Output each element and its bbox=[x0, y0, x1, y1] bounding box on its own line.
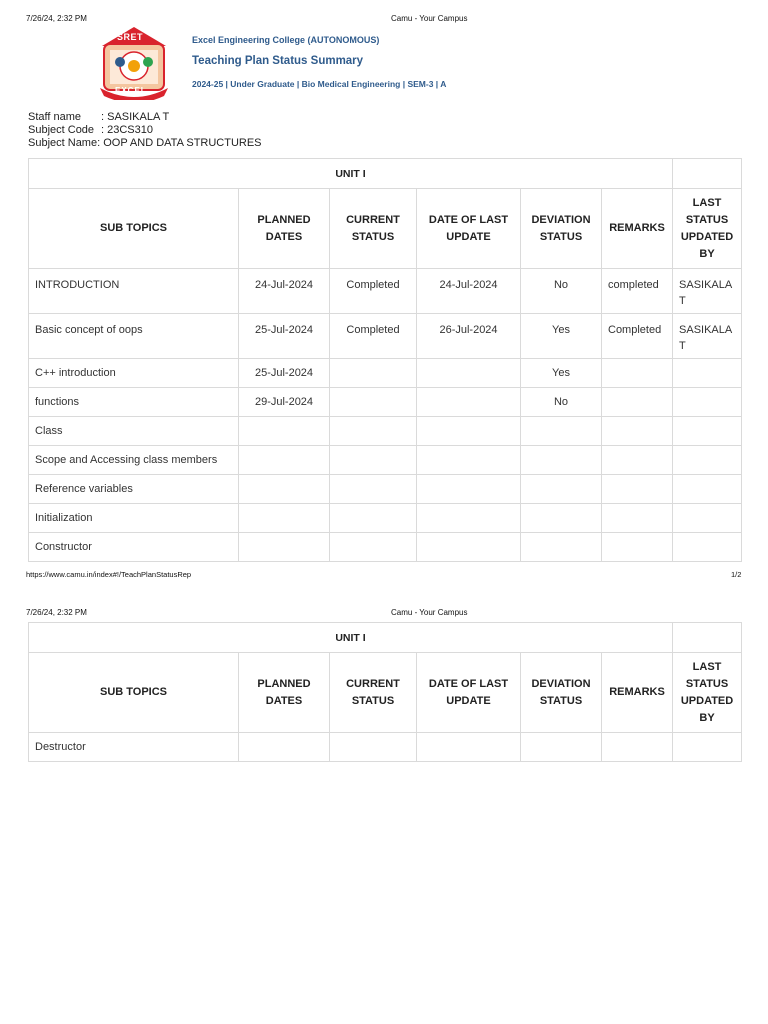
cell-planned-date: 24-Jul-2024 bbox=[239, 269, 330, 314]
header-row bbox=[29, 189, 742, 269]
staff-name-value: : SASIKALA T bbox=[101, 111, 170, 123]
cell-planned-date bbox=[239, 533, 330, 562]
col-remarks: REMARKS bbox=[602, 653, 673, 733]
unit-empty-cell bbox=[673, 159, 742, 189]
unit-row bbox=[29, 623, 742, 653]
header-row bbox=[29, 653, 742, 733]
cell-current-status bbox=[330, 504, 417, 533]
cell-planned-date: 25-Jul-2024 bbox=[239, 359, 330, 388]
col-sub-topics: SUB TOPICS bbox=[29, 189, 239, 269]
cell-remarks: Completed bbox=[602, 314, 673, 359]
col-current-status: CURRENT STATUS bbox=[330, 189, 417, 269]
cell-updated-by bbox=[673, 504, 742, 533]
cell-last-update bbox=[417, 733, 521, 762]
table-row bbox=[29, 417, 742, 446]
table-row bbox=[29, 314, 742, 359]
cell-last-update bbox=[417, 446, 521, 475]
col-planned-dates: PLANNED DATES bbox=[239, 653, 330, 733]
cell-remarks bbox=[602, 388, 673, 417]
cell-deviation-status bbox=[521, 504, 602, 533]
report-title: Teaching Plan Status Summary bbox=[192, 55, 364, 67]
cell-sub-topic: Destructor bbox=[29, 733, 239, 762]
cell-deviation-status bbox=[521, 475, 602, 504]
unit-title: UNIT I bbox=[29, 159, 673, 189]
cell-updated-by bbox=[673, 733, 742, 762]
col-remarks: REMARKS bbox=[602, 189, 673, 269]
cell-remarks bbox=[602, 446, 673, 475]
cell-remarks bbox=[602, 733, 673, 762]
cell-current-status bbox=[330, 417, 417, 446]
cell-updated-by bbox=[673, 533, 742, 562]
teaching-plan-table-continued bbox=[28, 622, 742, 762]
subject-name-line bbox=[28, 137, 262, 150]
cell-current-status bbox=[330, 733, 417, 762]
cell-sub-topic: Initialization bbox=[29, 504, 239, 533]
col-last-status-updated-by: LAST STATUS UPDATED BY bbox=[673, 653, 742, 733]
cell-remarks bbox=[602, 475, 673, 504]
cell-deviation-status bbox=[521, 446, 602, 475]
cell-sub-topic: Scope and Accessing class members bbox=[29, 446, 239, 475]
cell-sub-topic: C++ introduction bbox=[29, 359, 239, 388]
print-page-title: Camu - Your Campus bbox=[391, 14, 468, 23]
col-deviation-status: DEVIATION STATUS bbox=[521, 189, 602, 269]
table-row bbox=[29, 504, 742, 533]
cell-last-update bbox=[417, 475, 521, 504]
unit-empty-cell bbox=[673, 623, 742, 653]
unit-row bbox=[29, 159, 742, 189]
cell-current-status bbox=[330, 533, 417, 562]
cell-remarks bbox=[602, 417, 673, 446]
cell-updated-by bbox=[673, 388, 742, 417]
cell-last-update bbox=[417, 417, 521, 446]
logo-top-text: SRET bbox=[117, 32, 144, 42]
col-date-of-last-update: DATE OF LAST UPDATE bbox=[417, 189, 521, 269]
cell-planned-date: 25-Jul-2024 bbox=[239, 314, 330, 359]
table-body bbox=[29, 269, 742, 562]
table-row bbox=[29, 269, 742, 314]
cell-planned-date bbox=[239, 446, 330, 475]
cell-current-status bbox=[330, 359, 417, 388]
cell-planned-date bbox=[239, 504, 330, 533]
cell-planned-date bbox=[239, 733, 330, 762]
cell-updated-by bbox=[673, 417, 742, 446]
print-datetime: 7/26/24, 2:32 PM bbox=[26, 14, 87, 23]
cell-updated-by: SASIKALA T bbox=[673, 269, 742, 314]
cell-last-update: 26-Jul-2024 bbox=[417, 314, 521, 359]
cell-updated-by bbox=[673, 359, 742, 388]
cell-sub-topic: Reference variables bbox=[29, 475, 239, 504]
cell-sub-topic: Constructor bbox=[29, 533, 239, 562]
cell-sub-topic: Basic concept of oops bbox=[29, 314, 239, 359]
table-row bbox=[29, 359, 742, 388]
cell-deviation-status: No bbox=[521, 388, 602, 417]
teaching-plan-table bbox=[28, 158, 742, 562]
cell-sub-topic: functions bbox=[29, 388, 239, 417]
cell-planned-date: 29-Jul-2024 bbox=[239, 388, 330, 417]
subject-code-label: Subject Code bbox=[28, 124, 95, 136]
cell-updated-by: SASIKALA T bbox=[673, 314, 742, 359]
subject-name-value: OOP AND DATA STRUCTURES bbox=[103, 137, 262, 149]
cell-remarks bbox=[602, 359, 673, 388]
table-body bbox=[29, 733, 742, 762]
print-datetime-page2: 7/26/24, 2:32 PM bbox=[26, 608, 87, 617]
cell-remarks bbox=[602, 504, 673, 533]
cell-deviation-status bbox=[521, 533, 602, 562]
cell-sub-topic: Class bbox=[29, 417, 239, 446]
cell-last-update bbox=[417, 388, 521, 417]
print-footer-url: https://www.camu.in/index#!/TeachPlanStatusRep bbox=[26, 570, 192, 579]
cell-current-status bbox=[330, 388, 417, 417]
col-last-status-updated-by: LAST STATUS UPDATED BY bbox=[673, 189, 742, 269]
cell-current-status bbox=[330, 446, 417, 475]
cell-current-status bbox=[330, 475, 417, 504]
cell-remarks: completed bbox=[602, 269, 673, 314]
cell-last-update bbox=[417, 533, 521, 562]
subject-code-line bbox=[28, 124, 153, 137]
cell-current-status: Completed bbox=[330, 269, 417, 314]
cell-deviation-status: No bbox=[521, 269, 602, 314]
cell-updated-by bbox=[673, 475, 742, 504]
table-row bbox=[29, 533, 742, 562]
col-planned-dates: PLANNED DATES bbox=[239, 189, 330, 269]
staff-name-label: Staff name bbox=[28, 111, 81, 123]
unit-title: UNIT I bbox=[29, 623, 673, 653]
col-current-status: CURRENT STATUS bbox=[330, 653, 417, 733]
subject-name-label: Subject Name: bbox=[28, 137, 101, 149]
table-row bbox=[29, 733, 742, 762]
cell-remarks bbox=[602, 533, 673, 562]
table-row bbox=[29, 388, 742, 417]
print-page-number: 1/2 bbox=[731, 570, 742, 579]
col-deviation-status: DEVIATION STATUS bbox=[521, 653, 602, 733]
cell-current-status: Completed bbox=[330, 314, 417, 359]
cell-updated-by bbox=[673, 446, 742, 475]
college-name: Excel Engineering College (AUTONOMOUS) bbox=[192, 35, 380, 45]
cell-planned-date bbox=[239, 475, 330, 504]
table-row bbox=[29, 475, 742, 504]
report-subtitle: 2024-25 | Under Graduate | Bio Medical Engineering | SEM-3 | A bbox=[192, 79, 447, 89]
subject-code-value: : 23CS310 bbox=[101, 124, 153, 136]
cell-sub-topic: INTRODUCTION bbox=[29, 269, 239, 314]
cell-deviation-status: Yes bbox=[521, 314, 602, 359]
cell-deviation-status bbox=[521, 417, 602, 446]
cell-last-update: 24-Jul-2024 bbox=[417, 269, 521, 314]
col-sub-topics: SUB TOPICS bbox=[29, 653, 239, 733]
cell-last-update bbox=[417, 504, 521, 533]
cell-last-update bbox=[417, 359, 521, 388]
logo-bottom-text: EXCEL bbox=[115, 86, 147, 95]
cell-deviation-status bbox=[521, 733, 602, 762]
staff-name-line bbox=[28, 111, 169, 124]
cell-planned-date bbox=[239, 417, 330, 446]
col-date-of-last-update: DATE OF LAST UPDATE bbox=[417, 653, 521, 733]
print-page-title-page2: Camu - Your Campus bbox=[391, 608, 468, 617]
table-row bbox=[29, 446, 742, 475]
cell-deviation-status: Yes bbox=[521, 359, 602, 388]
